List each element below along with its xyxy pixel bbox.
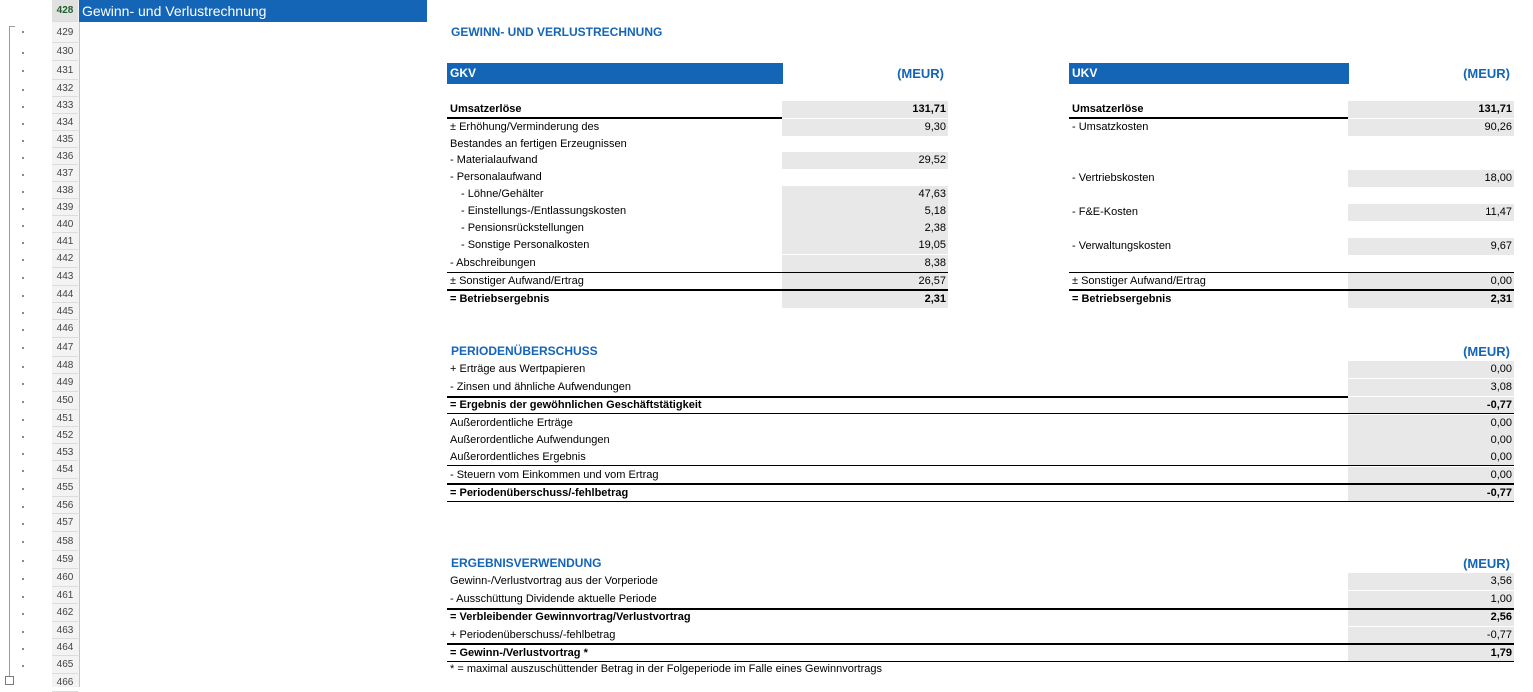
outline-dot xyxy=(22,419,24,421)
gkv-value-8[interactable]: 19,05 xyxy=(782,237,948,254)
table-rule xyxy=(1069,117,1348,119)
row-header-456[interactable]: 456 xyxy=(52,497,78,514)
table-rule xyxy=(447,289,948,291)
row-header-450[interactable]: 450 xyxy=(52,392,78,410)
outline-dot xyxy=(22,347,24,349)
footnote: * = maximal auszuschüttender Betrag in der Folgeperiode im Falle eines Gewinnvortrags xyxy=(450,663,882,675)
outline-dot xyxy=(22,506,24,508)
outline-dot xyxy=(22,648,24,650)
verwendung-value-4[interactable]: 1,79 xyxy=(1348,645,1514,662)
outline-dot xyxy=(22,312,24,314)
gkv-value-7[interactable]: 2,38 xyxy=(782,220,948,237)
outline-dot xyxy=(22,140,24,142)
table-rule xyxy=(447,501,1514,502)
ukv-value-4[interactable]: 9,67 xyxy=(1348,238,1514,255)
row-header-445[interactable]: 445 xyxy=(52,303,78,320)
gkv-value-6[interactable]: 5,18 xyxy=(782,203,948,220)
row-header-444[interactable]: 444 xyxy=(52,286,78,303)
row-header-431[interactable]: 431 xyxy=(52,61,78,80)
outline-dot xyxy=(22,631,24,633)
row-header-435[interactable]: 435 xyxy=(52,131,78,148)
verwendung-heading: ERGEBNISVERWENDUNG xyxy=(451,556,602,570)
outline-dot xyxy=(22,106,24,108)
row-header-462[interactable]: 462 xyxy=(52,604,78,622)
table-rule xyxy=(447,465,1514,466)
gkv-value-10[interactable]: 26,57 xyxy=(782,273,948,290)
ukv-label-6: = Betriebsergebnis xyxy=(1072,293,1172,305)
outline-dot xyxy=(22,191,24,193)
ukv-label-5: ± Sonstiger Aufwand/Ertrag xyxy=(1072,275,1206,287)
gkv-value-9[interactable]: 8,38 xyxy=(782,255,948,272)
row-header-458[interactable]: 458 xyxy=(52,532,78,551)
row-header-464[interactable]: 464 xyxy=(52,639,78,656)
outline-dot xyxy=(22,277,24,279)
verwendung-value-2[interactable]: 2,56 xyxy=(1348,609,1514,626)
table-rule xyxy=(1069,289,1514,291)
verwendung-label-2: = Verbleibender Gewinnvortrag/Verlustvortrag xyxy=(450,611,691,623)
ukv-value-0[interactable]: 131,71 xyxy=(1348,101,1514,118)
row-header-434[interactable]: 434 xyxy=(52,114,78,131)
table-rule xyxy=(447,117,782,119)
periode-value-6[interactable]: 0,00 xyxy=(1348,467,1514,484)
ukv-value-6[interactable]: 2,31 xyxy=(1348,291,1514,308)
gkv-value-11[interactable]: 2,31 xyxy=(782,291,948,308)
outline-dot xyxy=(22,383,24,385)
gkv-label-7: - Pensionsrückstellungen xyxy=(461,222,584,234)
periode-value-0[interactable]: 0,00 xyxy=(1348,361,1514,378)
gkv-value-5[interactable]: 47,63 xyxy=(782,186,948,203)
verwendung-value-3[interactable]: -0,77 xyxy=(1348,627,1514,644)
outline-dot xyxy=(22,613,24,615)
row-header-446[interactable]: 446 xyxy=(52,320,78,338)
outline-dot xyxy=(22,329,24,331)
table-rule xyxy=(447,396,1348,398)
gkv-label-2: Bestandes an fertigen Erzeugnissen xyxy=(450,138,627,150)
row-header-460[interactable]: 460 xyxy=(52,569,78,587)
gkv-label-1: ± Erhöhung/Verminderung des xyxy=(450,121,600,133)
table-rule xyxy=(447,483,1514,485)
outline-dot xyxy=(22,295,24,297)
ukv-unit-label: (MEUR) xyxy=(1463,66,1510,81)
row-header-452[interactable]: 452 xyxy=(52,427,78,444)
gkv-value-3[interactable]: 29,52 xyxy=(782,152,948,169)
gkv-label-8: - Sonstige Personalkosten xyxy=(461,239,590,251)
row-header-448[interactable]: 448 xyxy=(52,357,78,374)
ukv-label-3: - F&E-Kosten xyxy=(1072,206,1139,218)
gkv-value-0[interactable]: 131,71 xyxy=(782,101,948,118)
row-header-432[interactable]: 432 xyxy=(52,80,78,97)
periode-label-7: = Periodenüberschuss/-fehlbetrag xyxy=(450,487,629,499)
outline-dot xyxy=(22,470,24,472)
outline-dot xyxy=(22,225,24,227)
ukv-label-2: - Vertriebskosten xyxy=(1072,172,1155,184)
outline-dot xyxy=(22,541,24,543)
row-header-433[interactable]: 433 xyxy=(52,97,78,114)
outline-dot xyxy=(22,401,24,403)
row-header-436[interactable]: 436 xyxy=(52,148,78,165)
row-header-454[interactable]: 454 xyxy=(52,461,78,479)
outline-dot xyxy=(22,578,24,580)
periode-label-0: + Erträge aus Wertpapieren xyxy=(450,363,586,375)
periode-label-5: Außerordentliches Ergebnis xyxy=(450,451,586,463)
row-header-429[interactable]: 429 xyxy=(52,22,78,43)
outline-dot xyxy=(22,174,24,176)
gkv-label-6: - Einstellungs-/Entlassungskosten xyxy=(461,205,627,217)
outline-dot xyxy=(22,31,24,33)
gkv-unit-label: (MEUR) xyxy=(897,66,944,81)
table-rule xyxy=(447,608,1514,610)
table-rule xyxy=(447,272,948,273)
ukv-value-2[interactable]: 18,00 xyxy=(1348,170,1514,187)
ukv-label-4: - Verwaltungskosten xyxy=(1072,240,1172,252)
outline-dot xyxy=(22,523,24,525)
row-header-439[interactable]: 439 xyxy=(52,199,78,216)
outline-dot xyxy=(22,70,24,72)
outline-dot xyxy=(22,123,24,125)
row-header-442[interactable]: 442 xyxy=(52,250,78,268)
gkv-label-0: Umsatzerlöse xyxy=(450,103,522,115)
gkv-label-9: - Abschreibungen xyxy=(450,257,536,269)
row-header-449[interactable]: 449 xyxy=(52,374,78,392)
row-header-430[interactable]: 430 xyxy=(52,43,78,61)
outline-dot xyxy=(22,157,24,159)
row-header-455[interactable]: 455 xyxy=(52,479,78,497)
gkv-label-3: - Materialaufwand xyxy=(450,154,538,166)
verwendung-unit-label: (MEUR) xyxy=(1463,556,1510,571)
row-headers xyxy=(52,0,80,687)
table-rule xyxy=(447,661,1514,662)
gkv-label-11: = Betriebsergebnis xyxy=(450,293,550,305)
periode-heading: PERIODENÜBERSCHUSS xyxy=(451,344,598,358)
gkv-header-bar: GKV xyxy=(447,63,783,84)
table-rule xyxy=(447,643,1514,645)
periode-value-1[interactable]: 3,08 xyxy=(1348,379,1514,396)
outline-gutter xyxy=(0,0,52,687)
row-header-437[interactable]: 437 xyxy=(52,165,78,182)
gkv-label-10: ± Sonstiger Aufwand/Ertrag xyxy=(450,275,584,287)
outline-dot xyxy=(22,242,24,244)
title-cell[interactable]: Gewinn- und Verlustrechnung xyxy=(79,0,427,22)
periode-value-2[interactable]: -0,77 xyxy=(1348,397,1514,414)
outline-dot xyxy=(22,436,24,438)
periode-value-5[interactable]: 0,00 xyxy=(1348,449,1514,466)
row-header-451[interactable]: 451 xyxy=(52,410,78,427)
ukv-label-1: - Umsatzkosten xyxy=(1072,121,1149,133)
verwendung-label-1: - Ausschüttung Dividende aktuelle Periode xyxy=(450,593,657,605)
ukv-label-0: Umsatzerlöse xyxy=(1072,103,1144,115)
outline-dot xyxy=(22,488,24,490)
outline-dot xyxy=(22,89,24,91)
outline-dot xyxy=(22,366,24,368)
table-rule xyxy=(1069,272,1514,273)
periode-value-7[interactable]: -0,77 xyxy=(1348,485,1514,502)
outline-dot xyxy=(22,560,24,562)
collapse-group-button[interactable] xyxy=(5,676,14,685)
row-header-438[interactable]: 438 xyxy=(52,182,78,199)
row-header-461[interactable]: 461 xyxy=(52,587,78,604)
row-header-457[interactable]: 457 xyxy=(52,514,78,532)
verwendung-value-0[interactable]: 3,56 xyxy=(1348,573,1514,590)
verwendung-label-4: = Gewinn-/Verlustvortrag * xyxy=(450,647,588,659)
row-header-443[interactable]: 443 xyxy=(52,268,78,286)
outline-dot xyxy=(22,665,24,667)
outline-dot xyxy=(22,453,24,455)
row-header-465[interactable]: 465 xyxy=(52,656,78,674)
outline-dot xyxy=(22,596,24,598)
group-outline-tick xyxy=(9,26,15,27)
ukv-header-bar: UKV xyxy=(1069,63,1349,84)
group-outline-line xyxy=(9,26,10,682)
row-header-453[interactable]: 453 xyxy=(52,444,78,461)
verwendung-label-0: Gewinn-/Verlustvortrag aus der Vorperiode xyxy=(450,575,658,587)
verwendung-label-3: + Periodenüberschuss/-fehlbetrag xyxy=(450,629,616,641)
periode-label-4: Außerordentliche Aufwendungen xyxy=(450,434,610,446)
periode-unit-label: (MEUR) xyxy=(1463,344,1510,359)
row-header-447[interactable]: 447 xyxy=(52,338,78,357)
ukv-value-3[interactable]: 11,47 xyxy=(1348,204,1514,221)
main-heading: GEWINN- UND VERLUSTRECHNUNG xyxy=(451,25,663,39)
gkv-label-5: - Löhne/Gehälter xyxy=(461,188,544,200)
gkv-value-1[interactable]: 9,30 xyxy=(782,119,948,136)
gkv-label-4: - Personalaufwand xyxy=(450,171,542,183)
periode-value-3[interactable]: 0,00 xyxy=(1348,415,1514,432)
table-rule xyxy=(447,413,1514,414)
periode-label-1: - Zinsen und ähnliche Aufwendungen xyxy=(450,381,632,393)
outline-dot xyxy=(22,259,24,261)
row-header-459[interactable]: 459 xyxy=(52,551,78,569)
row-header-466[interactable]: 466 xyxy=(52,674,78,692)
row-header-428[interactable]: 428 xyxy=(52,0,78,22)
periode-label-6: - Steuern vom Einkommen und vom Ertrag xyxy=(450,469,659,481)
periode-label-2: = Ergebnis der gewöhnlichen Geschäftstätigkeit xyxy=(450,399,702,411)
row-header-463[interactable]: 463 xyxy=(52,622,78,639)
ukv-value-1[interactable]: 90,26 xyxy=(1348,119,1514,136)
periode-label-3: Außerordentliche Erträge xyxy=(450,417,573,429)
outline-dot xyxy=(22,52,24,54)
row-header-441[interactable]: 441 xyxy=(52,233,78,250)
verwendung-value-1[interactable]: 1,00 xyxy=(1348,591,1514,608)
outline-dot xyxy=(22,208,24,210)
periode-value-4[interactable]: 0,00 xyxy=(1348,432,1514,449)
ukv-value-5[interactable]: 0,00 xyxy=(1348,273,1514,290)
row-header-440[interactable]: 440 xyxy=(52,216,78,233)
